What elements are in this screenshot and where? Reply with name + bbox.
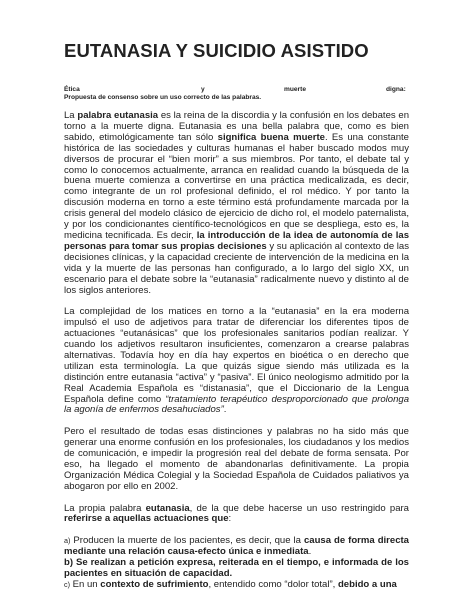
paragraph-1 — [64, 111, 409, 296]
paragraph-2 — [64, 307, 409, 416]
p4-bold-eutanasia: eutanasia — [145, 502, 190, 514]
p4-text-c: , de la que debe hacerse un uso restringido para — [189, 502, 409, 514]
list-item-b — [64, 558, 409, 580]
subtitle-word-y: y — [201, 86, 205, 93]
document-title: EUTANASIA Y SUICIDIO ASISTIDO — [64, 40, 369, 61]
list-item-a — [64, 536, 409, 558]
subtitle-word-etica: Ética — [64, 86, 80, 93]
p4-text-e: : — [228, 513, 232, 525]
item-c-mid: , entendido como “dolor total”, — [208, 578, 338, 590]
item-a-end: . — [308, 546, 312, 558]
subtitle-proposal: Propuesta de consenso sobre un uso correcto de las palabras. — [64, 94, 262, 101]
document-body — [64, 111, 409, 591]
p1-text-a: La — [64, 110, 78, 121]
p2-text-c: . — [223, 404, 227, 416]
item-c-marker: c) — [64, 579, 70, 589]
subtitle-word-muerte: muerte — [284, 86, 306, 93]
p4-text-a: La propia palabra — [64, 502, 146, 514]
paragraph-4 — [64, 504, 409, 526]
p1-text-g: y su aplicación al contexto de las decisiones clínicas, y la capacidad creciente de intervención de la medicina en la vida y la muerte de las personas han configurado, a lo largo del siglo XX, un escenario para el debate sobre la “eutanasia” radicalmente nuevo y distinto al de los siglos anteriores. — [64, 240, 409, 296]
p2-text-a: La complejidad de los matices en torno a la “eutanasia” en la era moderna impulsó el uso de adjetivos para tratar de diferenciar los diferentes tipos de actuaciones “eutanásicas” que los profesionales sanitarios podían realizar. Y cuando los adjetivos resultaron insuficientes, comenzaron a crearse palabras alternativas. Todavía hoy en día hay expertos en bioética o en derecho que utilizan esta terminología. La que quizás sigue siendo más utilizada es la distinción entre eutanasia “activa” y “pasiva”. El único neologismo admitido por la Real Academia Española es “distanasia”, que el Diccionario de la Lengua Española define como — [64, 306, 409, 405]
p2-italic-definition: “tratamiento terapéutico desproporcionado que prolonga la agonía de enfermos desahuciados” — [64, 393, 409, 416]
p1-bold-buena-muerte: significa buena muerte — [217, 131, 325, 143]
item-c-bold-sufrimiento: contexto de sufrimiento — [100, 578, 209, 590]
p1-text-e: . Es una constante histórica de las sociedades y culturas humanas el haber buscado modos muy diversos de procurar el “bien morir” a sus miembros. Por tanto, el debate tal y como lo conocemos actualmente, arranca en realidad cuando la búsqueda de la buena muerte comienza a convertirse en una práctica medicalizada, es decir, como integrante de un rol profesional definido, el rol médico. Y por tanto la discusión moderna en torno a este término está profundamente marcada por la crisis general del modelo clásico de ejercicio de dicho rol, el modelo paternalista, y por los condicionantes científico-tecnológicos en que se despliega, esto es, la medicina tecnificada. Es decir, — [64, 131, 409, 241]
paragraph-3: Pero el resultado de todas esas distinciones y palabras no ha sido más que generar una enorme confusión en los profesionales, los ciudadanos y los medios de comunicación, e impedir la progresión real del debate de forma sensata. Por eso, ha llegado el momento de abandonarlas definitivamente. La propia Organización Médica Colegial y la Sociedad Española de Cuidados paliativos ya abogaron por ello en 2002. — [64, 426, 409, 492]
item-b-text: b) Se realizan a petición expresa, reiterada en el tiempo, e informada de los pacientes en situación de capacidad. — [64, 557, 409, 579]
item-a-text: Producen la muerte de los pacientes, es decir, que la — [70, 535, 304, 547]
item-a-marker: a) — [64, 536, 71, 546]
item-c-bold-debido: debido a una — [337, 578, 397, 590]
p4-bold-referirse: referirse a aquellas actuaciones que — [64, 513, 229, 525]
p1-bold-autonomia: la introducción de la idea de autonomía de las personas para tomar sus propias decisiones — [64, 229, 410, 252]
subtitle-word-digna: digna: — [386, 86, 406, 93]
p1-bold-palabra-eutanasia: palabra eutanasia — [77, 110, 159, 121]
item-a-bold: causa de forma directa mediante una relación causa-efecto única e inmediata — [64, 535, 409, 558]
item-c-text: En un — [70, 578, 101, 590]
list-item-c — [64, 580, 409, 591]
p1-text-c: es la reina de la discordia y la confusión en los debates en torno a la muerte digna. Eutanasia es una bella palabra que, como es bien sabido, etimológicamente tan sólo — [64, 110, 410, 143]
